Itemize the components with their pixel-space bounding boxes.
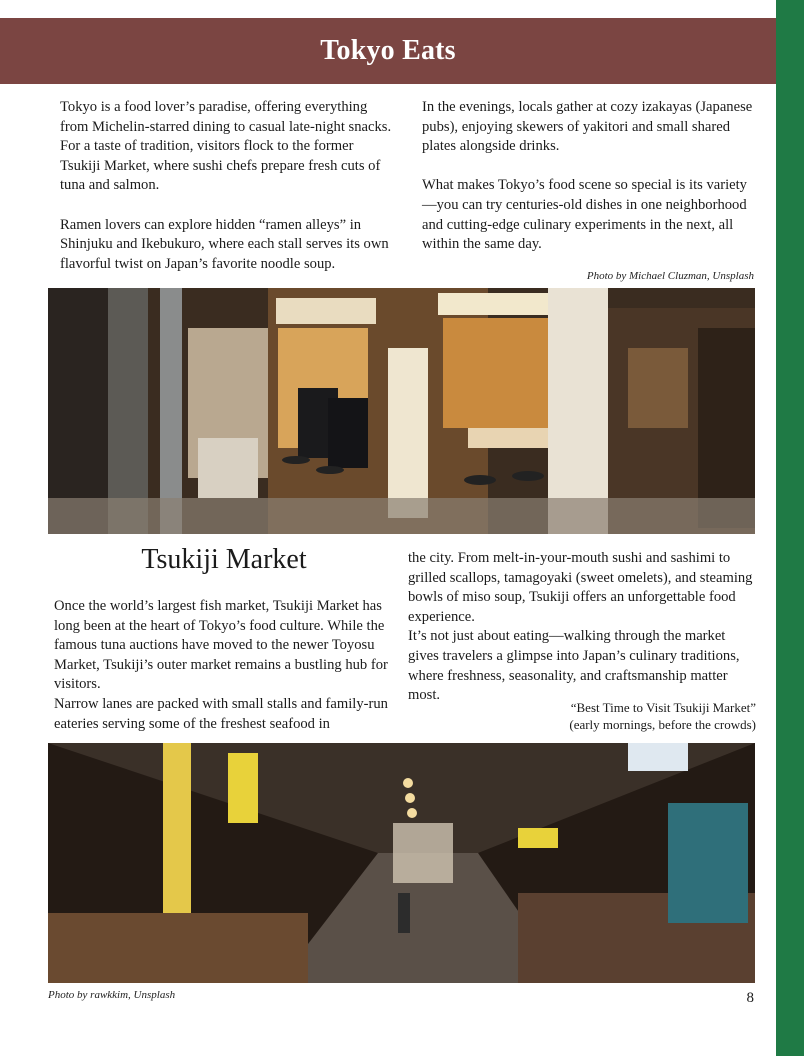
market-paragraph: It’s not just about eating—walking through the market gives travelers a glimpse into Japan’s culinary traditions, where freshness, seasonality, and craftsmanship matter most. — [408, 628, 740, 704]
intro-paragraph: Ramen lovers can explore hidden “ramen alleys” in Shinjuku and Ikebukuro, where each stall serves its own flavorful twist on Japan’s favorite noodle soup. — [60, 216, 389, 272]
pull-quote-subtitle: (early mornings, before the crowds) — [569, 717, 756, 732]
page-number: 8 — [746, 990, 754, 1006]
market-paragraph: Once the world’s largest fish market, Tsukiji Market has long been at the heart of Tokyo’s food culture. While the famous tuna auctions have moved to the newer Toyosu Market, Tsukiji’s outer market remains a bustling hub for visitors. — [54, 598, 388, 693]
intro-paragraph: Tokyo is a food lover’s paradise, offering everything from Michelin-starred dining to casual late-night snacks. For a taste of tradition, visitors flock to the former Tsukiji Market, where sushi chefs prepare fresh cuts of tuna and salmon. — [60, 99, 392, 194]
market-column-right — [408, 549, 753, 706]
market-paragraph: Narrow lanes are packed with small stalls and family-run eateries serving some of the freshest seafood in — [54, 695, 388, 732]
photo-credit-top: Photo by Michael Cluzman, Unsplash — [586, 270, 754, 282]
pull-quote-title: “Best Time to Visit Tsukiji Market” — [570, 700, 756, 715]
pull-quote — [569, 699, 756, 733]
title-banner — [0, 18, 776, 84]
intro-paragraph: In the evenings, locals gather at cozy izakayas (Japanese pubs), enjoying skewers of yakitori and small shared plates alongside drinks. — [422, 99, 753, 155]
section-heading: Tsukiji Market — [141, 544, 307, 575]
intro-column-right — [422, 98, 758, 255]
market-corridor-photo — [48, 743, 755, 983]
ramen-alley-photo — [48, 288, 755, 534]
intro-column-left — [60, 98, 396, 274]
market-paragraph: the city. From melt-in-your-mouth sushi and sashimi to grilled scallops, tamagoyaki (sweet omelets), and steaming bowls of miso soup, Tsukiji offers an unforgettable food experience. — [408, 550, 753, 625]
photo-credit-bottom: Photo by rawkkim, Unsplash — [48, 989, 176, 1001]
intro-paragraph: What makes Tokyo’s food scene so special is its variety—you can try centuries-old dishes in one neighborhood and cutting-edge culinary experiments in the next, all within the same day. — [422, 177, 747, 253]
side-accent-bar — [776, 0, 804, 1056]
page-title: Tokyo Eats — [320, 35, 456, 66]
market-column-left — [54, 597, 394, 734]
